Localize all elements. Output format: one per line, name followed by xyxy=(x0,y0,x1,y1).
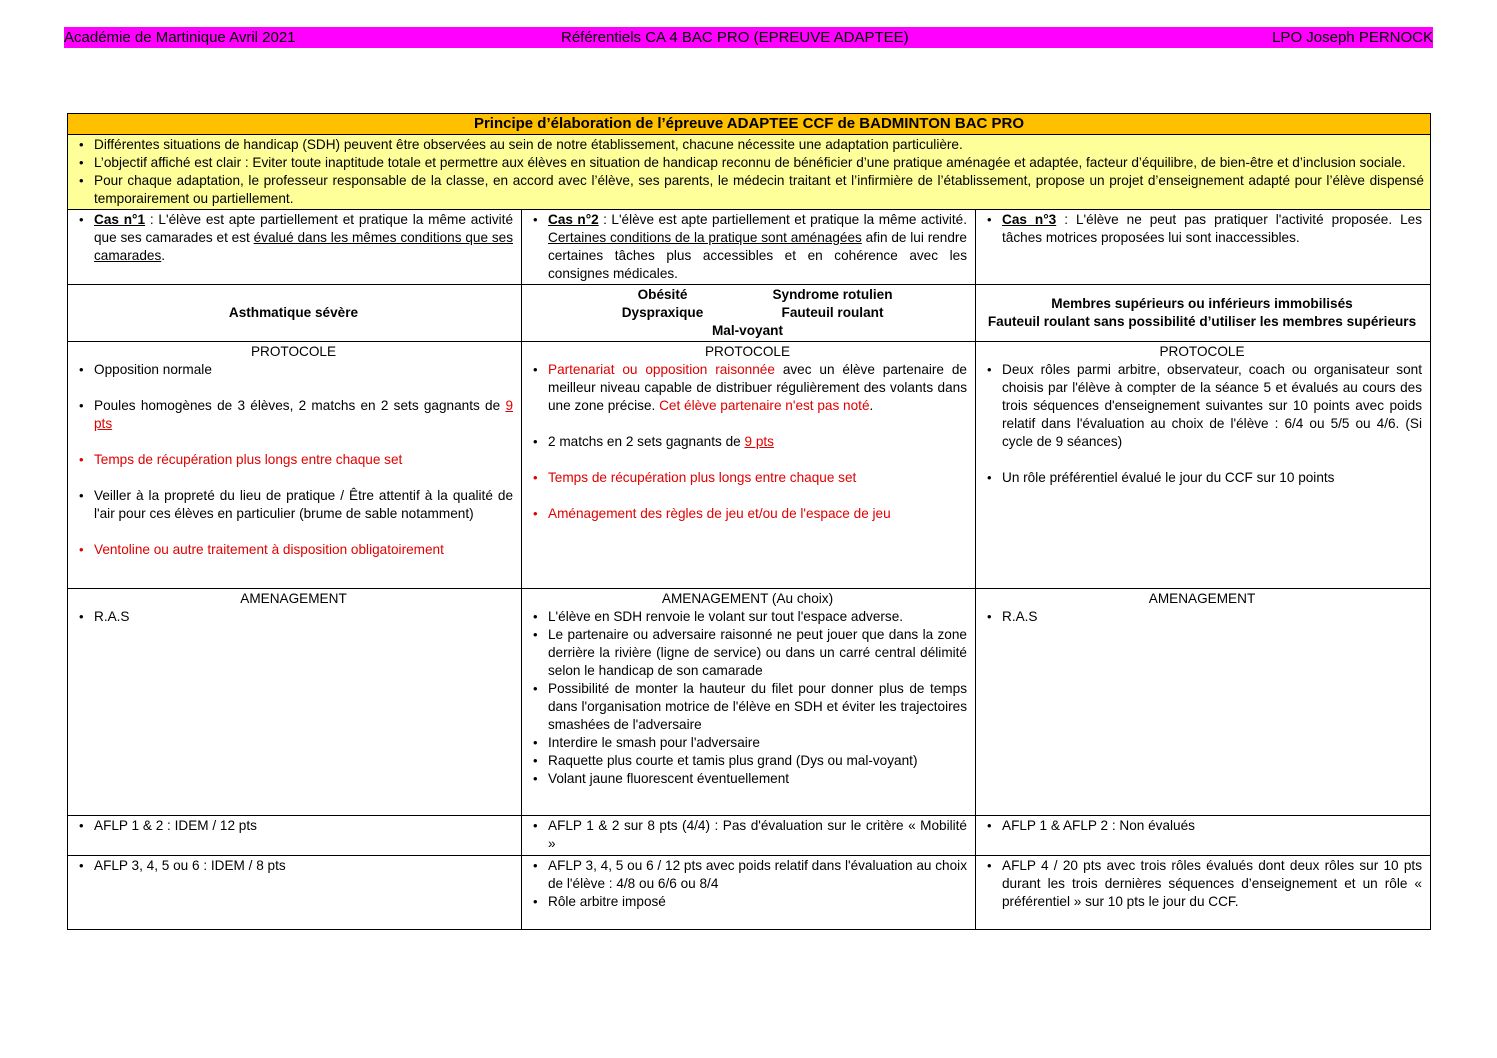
amenagement-2-item: • Volant jaune fluorescent éventuellement xyxy=(548,770,967,788)
profile-1: Asthmatique sévère xyxy=(68,285,522,342)
amenagement-1-item: • R.A.S xyxy=(94,608,513,626)
profile-2-c: Dyspraxique xyxy=(621,305,704,320)
header-right: LPO Joseph PERNOCK xyxy=(1272,29,1433,46)
aflp12-3-item: • AFLP 1 & AFLP 2 : Non évalués xyxy=(1002,817,1422,835)
protocole-2-item-points: 9 pts xyxy=(744,434,774,449)
amenagement-2-item: • Possibilité de monter la hauteur du filet pour donner plus de temps dans l'organisation motrice de l'élève en SDH et éviter les trajectoires smashées de l'adversaire xyxy=(548,680,967,734)
aflp3-2-item: • AFLP 3, 4, 5 ou 6 / 12 pts avec poids relatif dans l'évaluation au choix de l'élève : 4/8 ou 6/6 ou 8/4 xyxy=(548,857,967,893)
case-2-underlined: Certaines conditions de la pratique sont aménagées xyxy=(548,230,862,245)
aflp12-1-cell xyxy=(68,816,522,856)
cases-row xyxy=(68,210,1431,285)
aflp3-2-item: • Rôle arbitre imposé xyxy=(548,893,967,911)
profile-2-b: Syndrome rotulien xyxy=(772,287,893,302)
table-title: Principe d’élaboration de l’épreuve ADAPTEE CCF de BADMINTON BAC PRO xyxy=(68,114,1431,135)
page-header xyxy=(64,27,1433,48)
case-2-cell xyxy=(522,210,976,285)
profile-2 xyxy=(522,285,976,342)
protocole-2-item-red: Cet élève partenaire n'est pas noté xyxy=(659,398,870,413)
amenagement-2-item: • Le partenaire ou adversaire raisonné ne peut jouer que dans la zone derrière la rivière (ligne de service) ou dans un carré central délimité selon le handicap de son camarade xyxy=(548,626,967,680)
protocole-heading: PROTOCOLE xyxy=(250,344,337,359)
amenagement-3-cell xyxy=(976,589,1431,816)
protocole-row xyxy=(68,342,1431,589)
amenagement-3-heading: AMENAGEMENT xyxy=(1148,591,1256,606)
case-3-desc: : L'élève ne peut pas pratiquer l'activité proposée. Les tâches motrices proposées lui sont inaccessibles. xyxy=(1002,212,1423,245)
protocole-3-item: • Un rôle préférentiel évalué le jour du CCF sur 10 points xyxy=(1002,469,1422,487)
intro-item: • Pour chaque adaptation, le professeur responsable de la classe, en accord avec l’élève, ses parents, le médecin traitant et l’infirmière de l’établissement, propose un projet d’enseignement adapté pour l’élève dispensé temporairement ou partiellement. xyxy=(94,172,1424,208)
protocole-1-item-text: Poules homogènes de 3 élèves, 2 matchs en 2 sets gagnants de xyxy=(94,398,506,413)
protocole-1-item: • Temps de récupération plus longs entre chaque set xyxy=(94,451,513,469)
case-2-end: afin de lui rendre certaines tâches plus accessibles et en cohérence avec les consignes médicales. xyxy=(548,230,967,281)
amenagement-row xyxy=(68,589,1431,816)
protocole-heading: PROTOCOLE xyxy=(704,344,791,359)
case-2-desc: : L'élève est apte partiellement et pratique la même activité. xyxy=(598,212,968,227)
aflp12-2-item: • AFLP 1 & 2 sur 8 pts (4/4) : Pas d'évaluation sur le critère « Mobilité » xyxy=(548,817,967,853)
case-1-label: Cas n°1 xyxy=(94,212,146,227)
protocole-1-item xyxy=(94,397,513,433)
aflp3-2-cell xyxy=(522,856,976,930)
profile-2-d: Fauteuil roulant xyxy=(781,305,884,320)
intro-row xyxy=(68,135,1431,210)
aflp3-row xyxy=(68,856,1431,930)
protocole-2-item-text: 2 matchs en 2 sets gagnants de xyxy=(548,434,745,449)
protocole-1-item: • Opposition normale xyxy=(94,361,513,379)
profiles-row xyxy=(68,285,1431,342)
protocole-3-cell xyxy=(976,342,1431,589)
profile-3 xyxy=(976,285,1431,342)
aflp3-3-item: • AFLP 4 / 20 pts avec trois rôles évalués dont deux rôles sur 10 pts durant les trois dernières séquences d’enseignement et un rôle « préférentiel » sur 10 pts le jour du CCF. xyxy=(1002,857,1422,911)
intro-item: • Différentes situations de handicap (SDH) peuvent être observées au sein de notre établissement, chacune nécessite une adaptation particulière. xyxy=(94,136,1424,154)
aflp12-3-cell xyxy=(976,816,1431,856)
title-row xyxy=(68,114,1431,135)
case-3-cell xyxy=(976,210,1431,285)
protocole-1-item: • Veiller à la propreté du lieu de pratique / Être attentif à la qualité de l'air pour ces élèves en particulier (brume de sable notamment) xyxy=(94,487,513,523)
case-1-cell xyxy=(68,210,522,285)
protocole-heading: PROTOCOLE xyxy=(1159,344,1245,359)
aflp12-2-cell xyxy=(522,816,976,856)
amenagement-1-heading: AMENAGEMENT xyxy=(240,591,347,606)
protocole-1-item: • Ventoline ou autre traitement à disposition obligatoirement xyxy=(94,541,513,559)
case-1-text xyxy=(94,211,513,265)
amenagement-1-cell xyxy=(68,589,522,816)
adaptation-table xyxy=(67,113,1431,930)
profile-2-e: Mal-voyant xyxy=(711,323,783,338)
intro-list xyxy=(74,136,1424,208)
case-2-label: Cas n°2 xyxy=(548,212,599,227)
aflp12-row xyxy=(68,816,1431,856)
protocole-2-item-text: avec un élève partenaire de meilleur niveau capable de distribuer régulièrement des volants dans une zone précise. xyxy=(548,362,967,413)
protocole-2-item: • Aménagement des règles de jeu et/ou de l'espace de jeu xyxy=(548,505,967,523)
amenagement-2-item: • Interdire le smash pour l'adversaire xyxy=(548,734,967,752)
protocole-2-item-end: . xyxy=(869,398,874,413)
intro-item: • L’objectif affiché est clair : Eviter toute inaptitude totale et permettre aux élèves en situation de handicap reconnu de bénéficier d’une pratique aménagée et adaptée, facteur d’équilibre, de bien-être et d’inclusion sociale. xyxy=(94,154,1424,172)
aflp12-1-item: • AFLP 1 & 2 : IDEM / 12 pts xyxy=(94,817,513,835)
protocole-1-cell xyxy=(68,342,522,589)
intro-cell xyxy=(68,135,1431,210)
protocole-2-item xyxy=(548,361,967,415)
protocole-3-item: • Deux rôles parmi arbitre, observateur, coach ou organisateur sont choisis par l'élève à compter de la séance 5 et évalués au cours des trois séquences d'enseignement suivantes sur 10 points avec poids relatif dans l'évaluation au choix de l'élève : 6/4 ou 5/5 ou 4/6. (Si cycle de 9 séances) xyxy=(1002,361,1422,451)
amenagement-2-item: • L'élève en SDH renvoie le volant sur tout l'espace adverse. xyxy=(548,608,967,626)
aflp3-1-cell xyxy=(68,856,522,930)
profile-3-line1: Membres supérieurs ou inférieurs immobilisés xyxy=(1051,296,1353,311)
protocole-2-cell xyxy=(522,342,976,589)
protocole-2-item xyxy=(548,433,967,451)
protocole-2-item: • Temps de récupération plus longs entre chaque set xyxy=(548,469,967,487)
case-2-text xyxy=(548,211,967,283)
case-1-end: . xyxy=(161,248,166,263)
protocole-1-item-points: 9 pts xyxy=(94,398,513,431)
amenagement-2-heading: AMENAGEMENT (Au choix) xyxy=(661,591,834,606)
case-3-label: Cas n°3 xyxy=(1002,212,1057,227)
amenagement-2-cell xyxy=(522,589,976,816)
case-3-text xyxy=(1002,211,1422,247)
profile-2-a: Obésité xyxy=(637,287,688,302)
amenagement-3-item: • R.A.S xyxy=(1002,608,1422,626)
header-center: Référentiels CA 4 BAC PRO (EPREUVE ADAPTEE) xyxy=(561,29,909,46)
amenagement-2-item: • Raquette plus courte et tamis plus grand (Dys ou mal-voyant) xyxy=(548,752,967,770)
case-1-desc: : L'élève est apte partiellement et pratique la même activité que ses camarades et est xyxy=(94,212,514,245)
profile-3-line2: Fauteuil roulant sans possibilité d’utiliser les membres supérieurs xyxy=(987,314,1417,329)
case-1-underlined: évalué dans les mêmes conditions que ses camarades xyxy=(94,230,513,263)
aflp3-1-item: • AFLP 3, 4, 5 ou 6 : IDEM / 8 pts xyxy=(94,857,513,875)
header-left: Académie de Martinique Avril 2021 xyxy=(64,29,296,46)
protocole-2-item-red: Partenariat ou opposition raisonnée xyxy=(548,362,775,377)
aflp3-3-cell xyxy=(976,856,1431,930)
